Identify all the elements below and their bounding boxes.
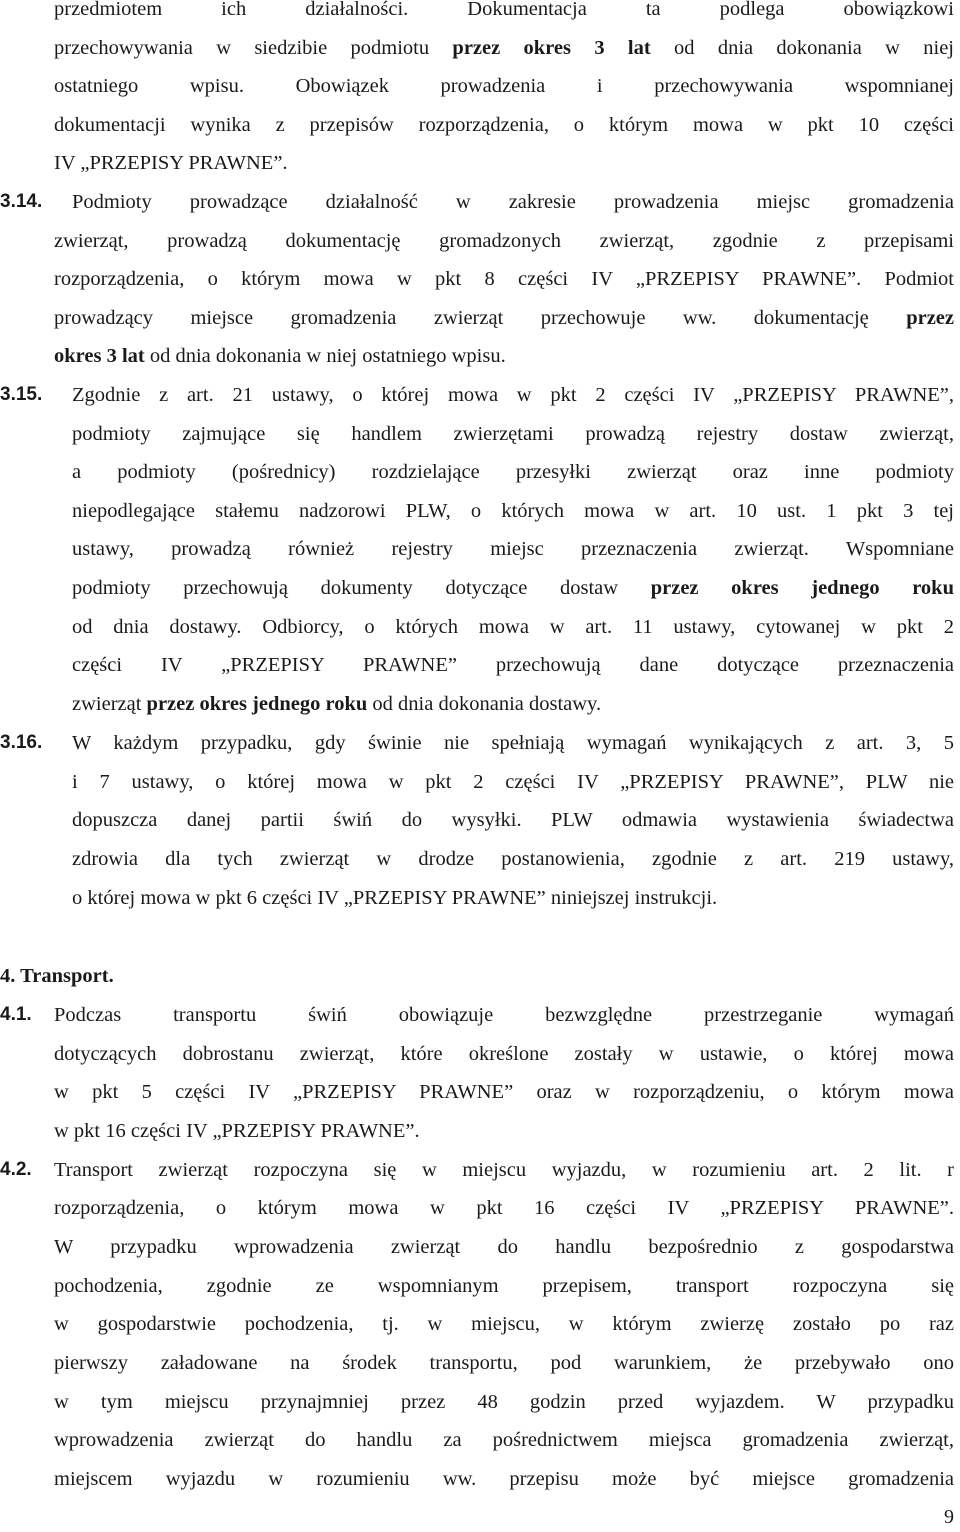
bold-phrase: przez okres jednego roku — [650, 577, 954, 599]
text-line: dopuszcza danej partii świń do wysyłki. PLW odmawia wystawienia świadectwa — [72, 809, 954, 831]
text-line: pochodzenia, zgodnie ze wspomnianym przepisem, transport rozpoczyna się — [54, 1275, 954, 1297]
paragraph-number: 3.14. — [0, 191, 43, 212]
text-line: przedmiotem ich działalności. Dokumentacja ta podlega obowiązkowi — [54, 0, 954, 20]
section-heading: 4. Transport. — [0, 965, 114, 987]
text-line: części IV „PRZEPISY PRAWNE” przechowują dane dotyczące przeznaczenia — [72, 654, 954, 676]
text-line: Podmioty prowadzące działalność w zakresie prowadzenia miejsc gromadzenia — [72, 191, 954, 213]
text-line: od dnia dostawy. Odbiorcy, o których mowa w art. 11 ustawy, cytowanej w pkt 2 — [72, 616, 954, 638]
text-line: zwierząt, prowadzą dokumentację gromadzonych zwierząt, zgodnie z przepisami — [54, 230, 954, 252]
bold-phrase: przez okres 3 lat — [452, 37, 651, 59]
text-line: podmioty przechowują dokumenty dotyczące dostaw przez okres jednego roku — [72, 577, 954, 599]
text-line: Transport zwierząt rozpoczyna się w miejscu wyjazdu, w rozumieniu art. 2 lit. r — [54, 1159, 954, 1181]
text-line: niepodlegające stałemu nadzorowi PLW, o których mowa w art. 10 ust. 1 pkt 3 tej — [72, 500, 954, 522]
bold-phrase: przez okres jednego roku — [146, 693, 368, 715]
paragraph-number: 3.15. — [0, 384, 43, 405]
text-line: rozporządzenia, o którym mowa w pkt 16 części IV „PRZEPISY PRAWNE”. — [54, 1197, 954, 1219]
text-line: dotyczących dobrostanu zwierząt, które określone zostały w ustawie, o której mowa — [54, 1043, 954, 1065]
text-line: o której mowa w pkt 6 części IV „PRZEPISY PRAWNE” niniejszej instrukcji. — [72, 887, 718, 909]
text-line: zwierząt przez okres jednego roku od dnia dokonania dostawy. — [72, 693, 602, 715]
text-line: w pkt 16 części IV „PRZEPISY PRAWNE”. — [54, 1120, 420, 1142]
text-line: okres 3 lat od dnia dokonania w niej ostatniego wpisu. — [54, 345, 506, 367]
text-line: W każdym przypadku, gdy świnie nie spełniają wymagań wynikających z art. 3, 5 — [72, 732, 954, 754]
text-line: rozporządzenia, o którym mowa w pkt 8 części IV „PRZEPISY PRAWNE”. Podmiot — [54, 268, 954, 290]
text-line: W przypadku wprowadzenia zwierząt do handlu bezpośrednio z gospodarstwa — [54, 1236, 954, 1258]
text-line: pierwszy załadowane na środek transportu, pod warunkiem, że przebywało ono — [54, 1352, 954, 1374]
text-line: przechowywania w siedzibie podmiotu przez okres 3 lat od dnia dokonania w niej — [54, 37, 955, 59]
text-line: wprowadzenia zwierząt do handlu za pośrednictwem miejsca gromadzenia zwierząt, — [54, 1429, 954, 1451]
bold-phrase: przez — [906, 307, 954, 329]
page-number: 9 — [944, 1506, 954, 1528]
text-line: w tym miejscu przynajmniej przez 48 godzin przed wyjazdem. W przypadku — [54, 1391, 954, 1413]
text-line: ostatniego wpisu. Obowiązek prowadzenia i przechowywania wspomnianej — [54, 75, 954, 97]
text-line: Zgodnie z art. 21 ustawy, o której mowa w pkt 2 części IV „PRZEPISY PRAWNE”, — [72, 384, 954, 406]
text-line: zdrowia dla tych zwierząt w drodze postanowienia, zgodnie z art. 219 ustawy, — [72, 848, 954, 870]
text-line: dokumentacji wynika z przepisów rozporządzenia, o którym mowa w pkt 10 części — [54, 114, 954, 136]
text-line: w gospodarstwie pochodzenia, tj. w miejscu, w którym zwierzę zostało po raz — [54, 1313, 954, 1335]
paragraph-number: 4.2. — [0, 1159, 32, 1180]
text-line: i 7 ustawy, o której mowa w pkt 2 części IV „PRZEPISY PRAWNE”, PLW nie — [72, 771, 954, 793]
text-line: miejscem wyjazdu w rozumieniu ww. przepisu może być miejsce gromadzenia — [54, 1468, 954, 1490]
text-line: prowadzący miejsce gromadzenia zwierząt przechowuje ww. dokumentację przez — [54, 307, 954, 329]
paragraph-number: 3.16. — [0, 732, 43, 753]
bold-phrase: okres 3 lat — [54, 345, 145, 367]
text-line: ustawy, prowadzą również rejestry miejsc przeznaczenia zwierząt. Wspomniane — [72, 538, 954, 560]
text-line: IV „PRZEPISY PRAWNE”. — [54, 152, 288, 174]
paragraph-number: 4.1. — [0, 1004, 32, 1025]
text-line: a podmioty (pośrednicy) rozdzielające przesyłki zwierząt oraz inne podmioty — [72, 461, 954, 483]
text-line: podmioty zajmujące się handlem zwierzętami prowadzą rejestry dostaw zwierząt, — [72, 423, 954, 445]
text-line: Podczas transportu świń obowiązuje bezwzględne przestrzeganie wymagań — [54, 1004, 954, 1026]
text-line: w pkt 5 części IV „PRZEPISY PRAWNE” oraz w rozporządzeniu, o którym mowa — [54, 1081, 954, 1103]
